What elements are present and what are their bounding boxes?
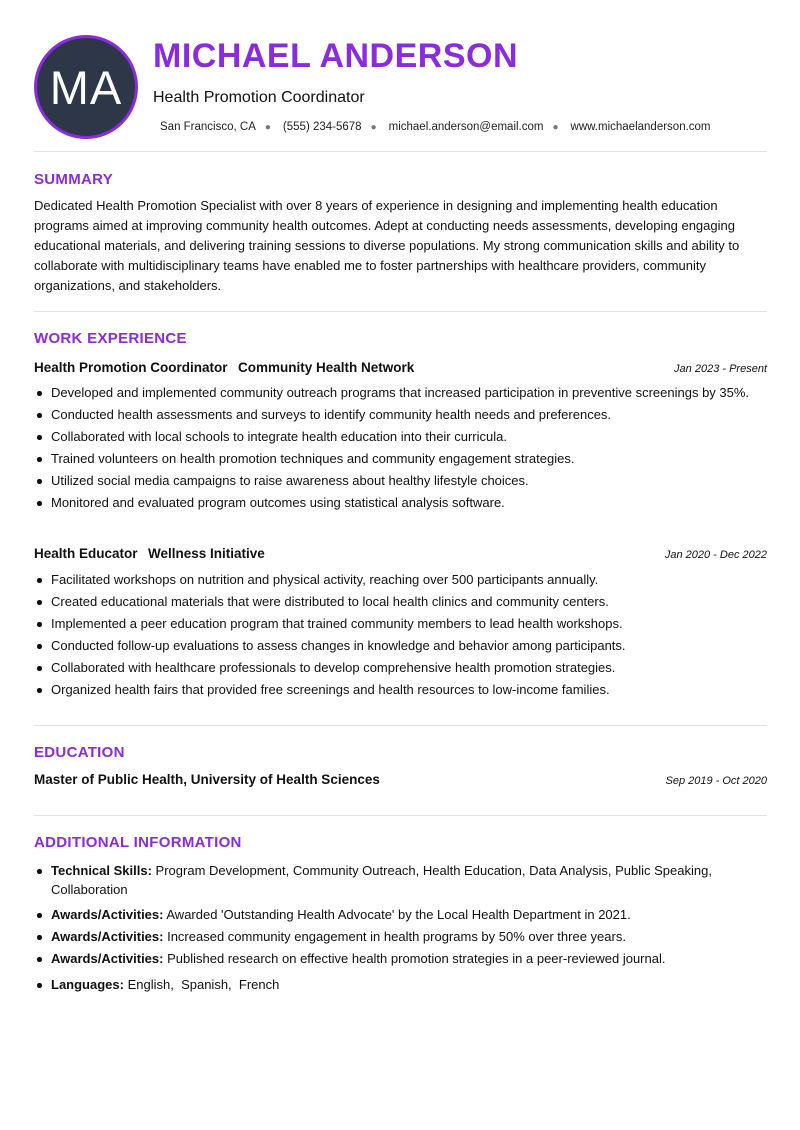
info-text: Program Development, Community Outreach, Health Education, Data Analysis, Public Speaking, Collaboration: [51, 863, 712, 897]
summary-heading: SUMMARY: [34, 171, 114, 188]
list-item: Collaborated with healthcare professionals to develop comprehensive health promotion strategies.: [34, 658, 767, 677]
candidate-name: MICHAEL ANDERSON: [153, 37, 519, 75]
separator-dot-icon: ●: [370, 121, 377, 133]
avatar: [34, 35, 138, 139]
job-header: [34, 359, 767, 377]
work-experience-heading: WORK EXPERIENCE: [34, 330, 187, 347]
contact-phone[interactable]: (555) 234-5678: [282, 121, 362, 133]
divider: [34, 725, 767, 726]
list-item: Developed and implemented community outreach programs that increased participation in preventive screenings by 35%.: [34, 383, 767, 402]
job-header: [34, 545, 767, 563]
education-dates: Sep 2019 - Oct 2020: [665, 775, 767, 787]
education-heading: EDUCATION: [34, 744, 125, 761]
list-item: [34, 861, 767, 899]
separator-dot-icon: ●: [552, 121, 559, 133]
job-role: Health Promotion Coordinator: [34, 360, 228, 375]
info-label: Technical Skills:: [51, 863, 152, 878]
list-item: Utilized social media campaigns to raise awareness about healthy lifestyle choices.: [34, 471, 767, 490]
info-label: Awards/Activities:: [51, 951, 164, 966]
list-item: [34, 927, 767, 946]
job-role: Health Educator: [34, 546, 138, 561]
info-text: Published research on effective health promotion strategies in a peer-reviewed journal.: [167, 951, 666, 966]
list-item: Conducted health assessments and surveys to identify community health needs and preferences.: [34, 405, 767, 424]
list-item: Created educational materials that were distributed to local health clinics and community centers.: [34, 592, 767, 611]
list-item: [34, 905, 767, 924]
contact-location: San Francisco, CA: [160, 121, 256, 133]
job-bullet-list: [34, 570, 767, 702]
list-item: Monitored and evaluated program outcomes using statistical analysis software.: [34, 493, 767, 512]
list-item: Organized health fairs that provided free screenings and health resources to low-income families.: [34, 680, 767, 699]
list-item: Implemented a peer education program that trained community members to lead health workshops.: [34, 614, 767, 633]
list-item: [34, 975, 767, 994]
info-text: English, Spanish, French: [127, 977, 280, 992]
job-dates: Jan 2023 - Present: [674, 363, 767, 375]
list-item: Collaborated with local schools to integrate health education into their curricula.: [34, 427, 767, 446]
info-text: Increased community engagement in health programs by 50% over three years.: [167, 929, 626, 944]
job-bullet-list: [34, 383, 767, 515]
job-organization: Community Health Network: [237, 360, 415, 375]
education-degree: Master of Public Health, University of Health Sciences: [34, 772, 380, 787]
candidate-title: Health Promotion Coordinator: [153, 89, 365, 106]
additional-info-list: [34, 861, 767, 997]
info-text: Awarded 'Outstanding Health Advocate' by the Local Health Department in 2021.: [166, 907, 631, 922]
info-label: Awards/Activities:: [51, 929, 164, 944]
list-item: Facilitated workshops on nutrition and physical activity, reaching over 500 participants annually.: [34, 570, 767, 589]
contact-email[interactable]: michael.anderson@email.com: [388, 121, 544, 133]
divider: [34, 311, 767, 312]
summary-text: Dedicated Health Promotion Specialist with over 8 years of experience in designing and implementing health education programs aimed at improving community health outcomes. Adept at conducting needs assessments, developing engaging educational materials, and delivering training sessions to diverse populations. My strong communication skills and ability to collaborate with multidisciplinary teams have enabled me to foster partnerships with healthcare providers, community organizations, and stakeholders.: [34, 198, 740, 293]
list-item: Conducted follow-up evaluations to assess changes in knowledge and behavior among participants.: [34, 636, 767, 655]
divider: [34, 151, 767, 152]
divider: [34, 815, 767, 816]
education-entry: [34, 772, 767, 787]
info-label: Awards/Activities:: [51, 907, 164, 922]
contact-website[interactable]: www.michaelanderson.com: [570, 121, 711, 133]
list-item: Trained volunteers on health promotion techniques and community engagement strategies.: [34, 449, 767, 468]
avatar-initials: MA: [49, 60, 123, 114]
additional-info-heading: ADDITIONAL INFORMATION: [34, 834, 242, 851]
info-label: Languages:: [51, 977, 124, 992]
contact-bar: [160, 121, 711, 133]
separator-dot-icon: ●: [264, 121, 271, 133]
list-item: [34, 949, 767, 968]
job-organization: Wellness Initiative: [147, 546, 265, 561]
job-dates: Jan 2020 - Dec 2022: [664, 549, 767, 561]
